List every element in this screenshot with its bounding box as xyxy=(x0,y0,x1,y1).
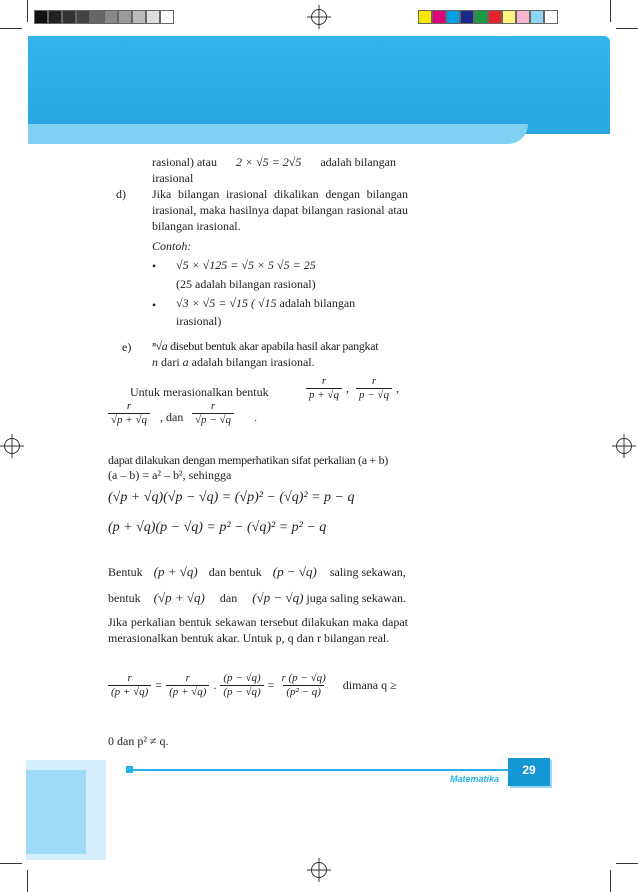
crop-mark xyxy=(610,870,611,892)
period: . xyxy=(254,410,257,424)
dapat-line-2: (a – b) = a² – b², sehingga xyxy=(108,468,232,482)
equation-1: (√p + √q)(√p − √q) = (√p)² − (√q)² = p − q xyxy=(108,490,355,505)
color-swatch xyxy=(48,10,62,24)
crop-mark xyxy=(0,863,22,864)
example-2: √3 × √5 = √15 ( √15 adalah bilangan xyxy=(176,296,356,310)
color-swatch xyxy=(62,10,76,24)
page-number: 29 xyxy=(508,758,550,786)
bullet: • xyxy=(152,259,157,273)
dapat-line-1: dapat dilakukan dengan memperhatikan sifat perkalian (a + b) xyxy=(108,453,388,467)
rationalization-equation: $\frac{r}{(p + √q)}$ = $\frac{r}{(p + √q)}$ . $\frac{(p - √q)}{(p - √q)}$ = $\frac{r (p - √q)}{\text{(p² − q)}}$ dimana q ≥ xyxy=(108,672,397,699)
example-1-note: (25 adalah bilangan rasional) xyxy=(176,277,316,291)
footer-rule xyxy=(128,769,512,771)
crop-mark xyxy=(616,863,638,864)
bentuk-line-1: Bentuk (p + √q) dan bentuk (p − √q) saling sekawan, xyxy=(108,564,406,579)
color-swatch xyxy=(432,10,446,24)
example-heading: Contoh: xyxy=(152,239,192,253)
registration-mark-icon xyxy=(311,9,327,25)
color-swatch xyxy=(146,10,160,24)
header-light-strip xyxy=(28,124,528,144)
example-1-math: √5 × √125 = √5 × 5 √5 = 25 xyxy=(176,258,316,272)
color-swatch xyxy=(474,10,488,24)
grayscale-color-bar xyxy=(34,10,174,24)
crop-mark xyxy=(27,0,28,22)
color-swatch xyxy=(34,10,48,24)
bullet: • xyxy=(152,298,157,312)
fraction-4: $\frac{r}{√p - √q}$ xyxy=(192,400,234,427)
crop-mark xyxy=(0,28,22,29)
color-swatch xyxy=(90,10,104,24)
fraction-2: $\frac{r}{p - √q}$ , xyxy=(356,375,399,402)
footer-decoration-inner xyxy=(26,770,86,854)
list-label: e) xyxy=(122,340,132,354)
crop-mark xyxy=(610,0,611,22)
registration-mark-icon xyxy=(311,862,327,878)
bentuk-line-2: bentuk (√p + √q) dan (√p − √q) juga saling sekawan. xyxy=(108,590,407,605)
color-swatch xyxy=(132,10,146,24)
registration-mark-icon xyxy=(4,438,20,454)
example-2-end: irasional) xyxy=(176,314,222,328)
header-shade xyxy=(28,36,610,134)
registration-mark-icon xyxy=(616,438,632,454)
untuk-text: Untuk merasionalkan bentuk xyxy=(130,385,269,399)
color-swatch xyxy=(446,10,460,24)
paragraph-e-2: n dari a adalah bilangan irasional. xyxy=(152,355,315,369)
color-swatch xyxy=(516,10,530,24)
color-swatch xyxy=(530,10,544,24)
cmyk-color-bar xyxy=(418,10,558,24)
final-line: 0 dan p² ≠ q. xyxy=(108,734,169,748)
color-swatch xyxy=(118,10,132,24)
crop-mark xyxy=(27,870,28,892)
color-swatch xyxy=(460,10,474,24)
list-label: d) xyxy=(116,187,126,201)
color-swatch xyxy=(502,10,516,24)
color-swatch xyxy=(488,10,502,24)
fraction-1: $\frac{r}{p + √q}$ , xyxy=(306,375,349,402)
paragraph-d: Jika bilangan irasional dikalikan dengan bilangan irasional, maka hasilnya dapat bilangan rasional atau bilangan irasional. xyxy=(152,187,408,233)
color-swatch xyxy=(104,10,118,24)
paragraph-e-1: ⁿ√a disebut bentuk akar apabila hasil akar pangkat xyxy=(152,339,379,353)
text-line: rasional) atau 2 × √5 = 2√5 adalah bilangan xyxy=(152,155,396,169)
equation-2: (p + √q)(p − √q) = p² − (√q)² = p² − q xyxy=(108,520,327,535)
crop-mark xyxy=(616,28,638,29)
dan-text: , dan xyxy=(160,410,184,424)
book-title: Matematika xyxy=(450,774,500,784)
jika-paragraph: Jika perkalian bentuk sekawan tersebut dilakukan maka dapat merasionalkan bentuk akar. Untuk p, q dan r bilangan real. xyxy=(108,615,408,645)
color-swatch xyxy=(76,10,90,24)
color-swatch xyxy=(160,10,174,24)
color-swatch xyxy=(418,10,432,24)
color-swatch xyxy=(544,10,558,24)
text-line: irasional xyxy=(152,171,194,185)
fraction-3: $\frac{r}{√p + √q}$ xyxy=(108,400,150,427)
